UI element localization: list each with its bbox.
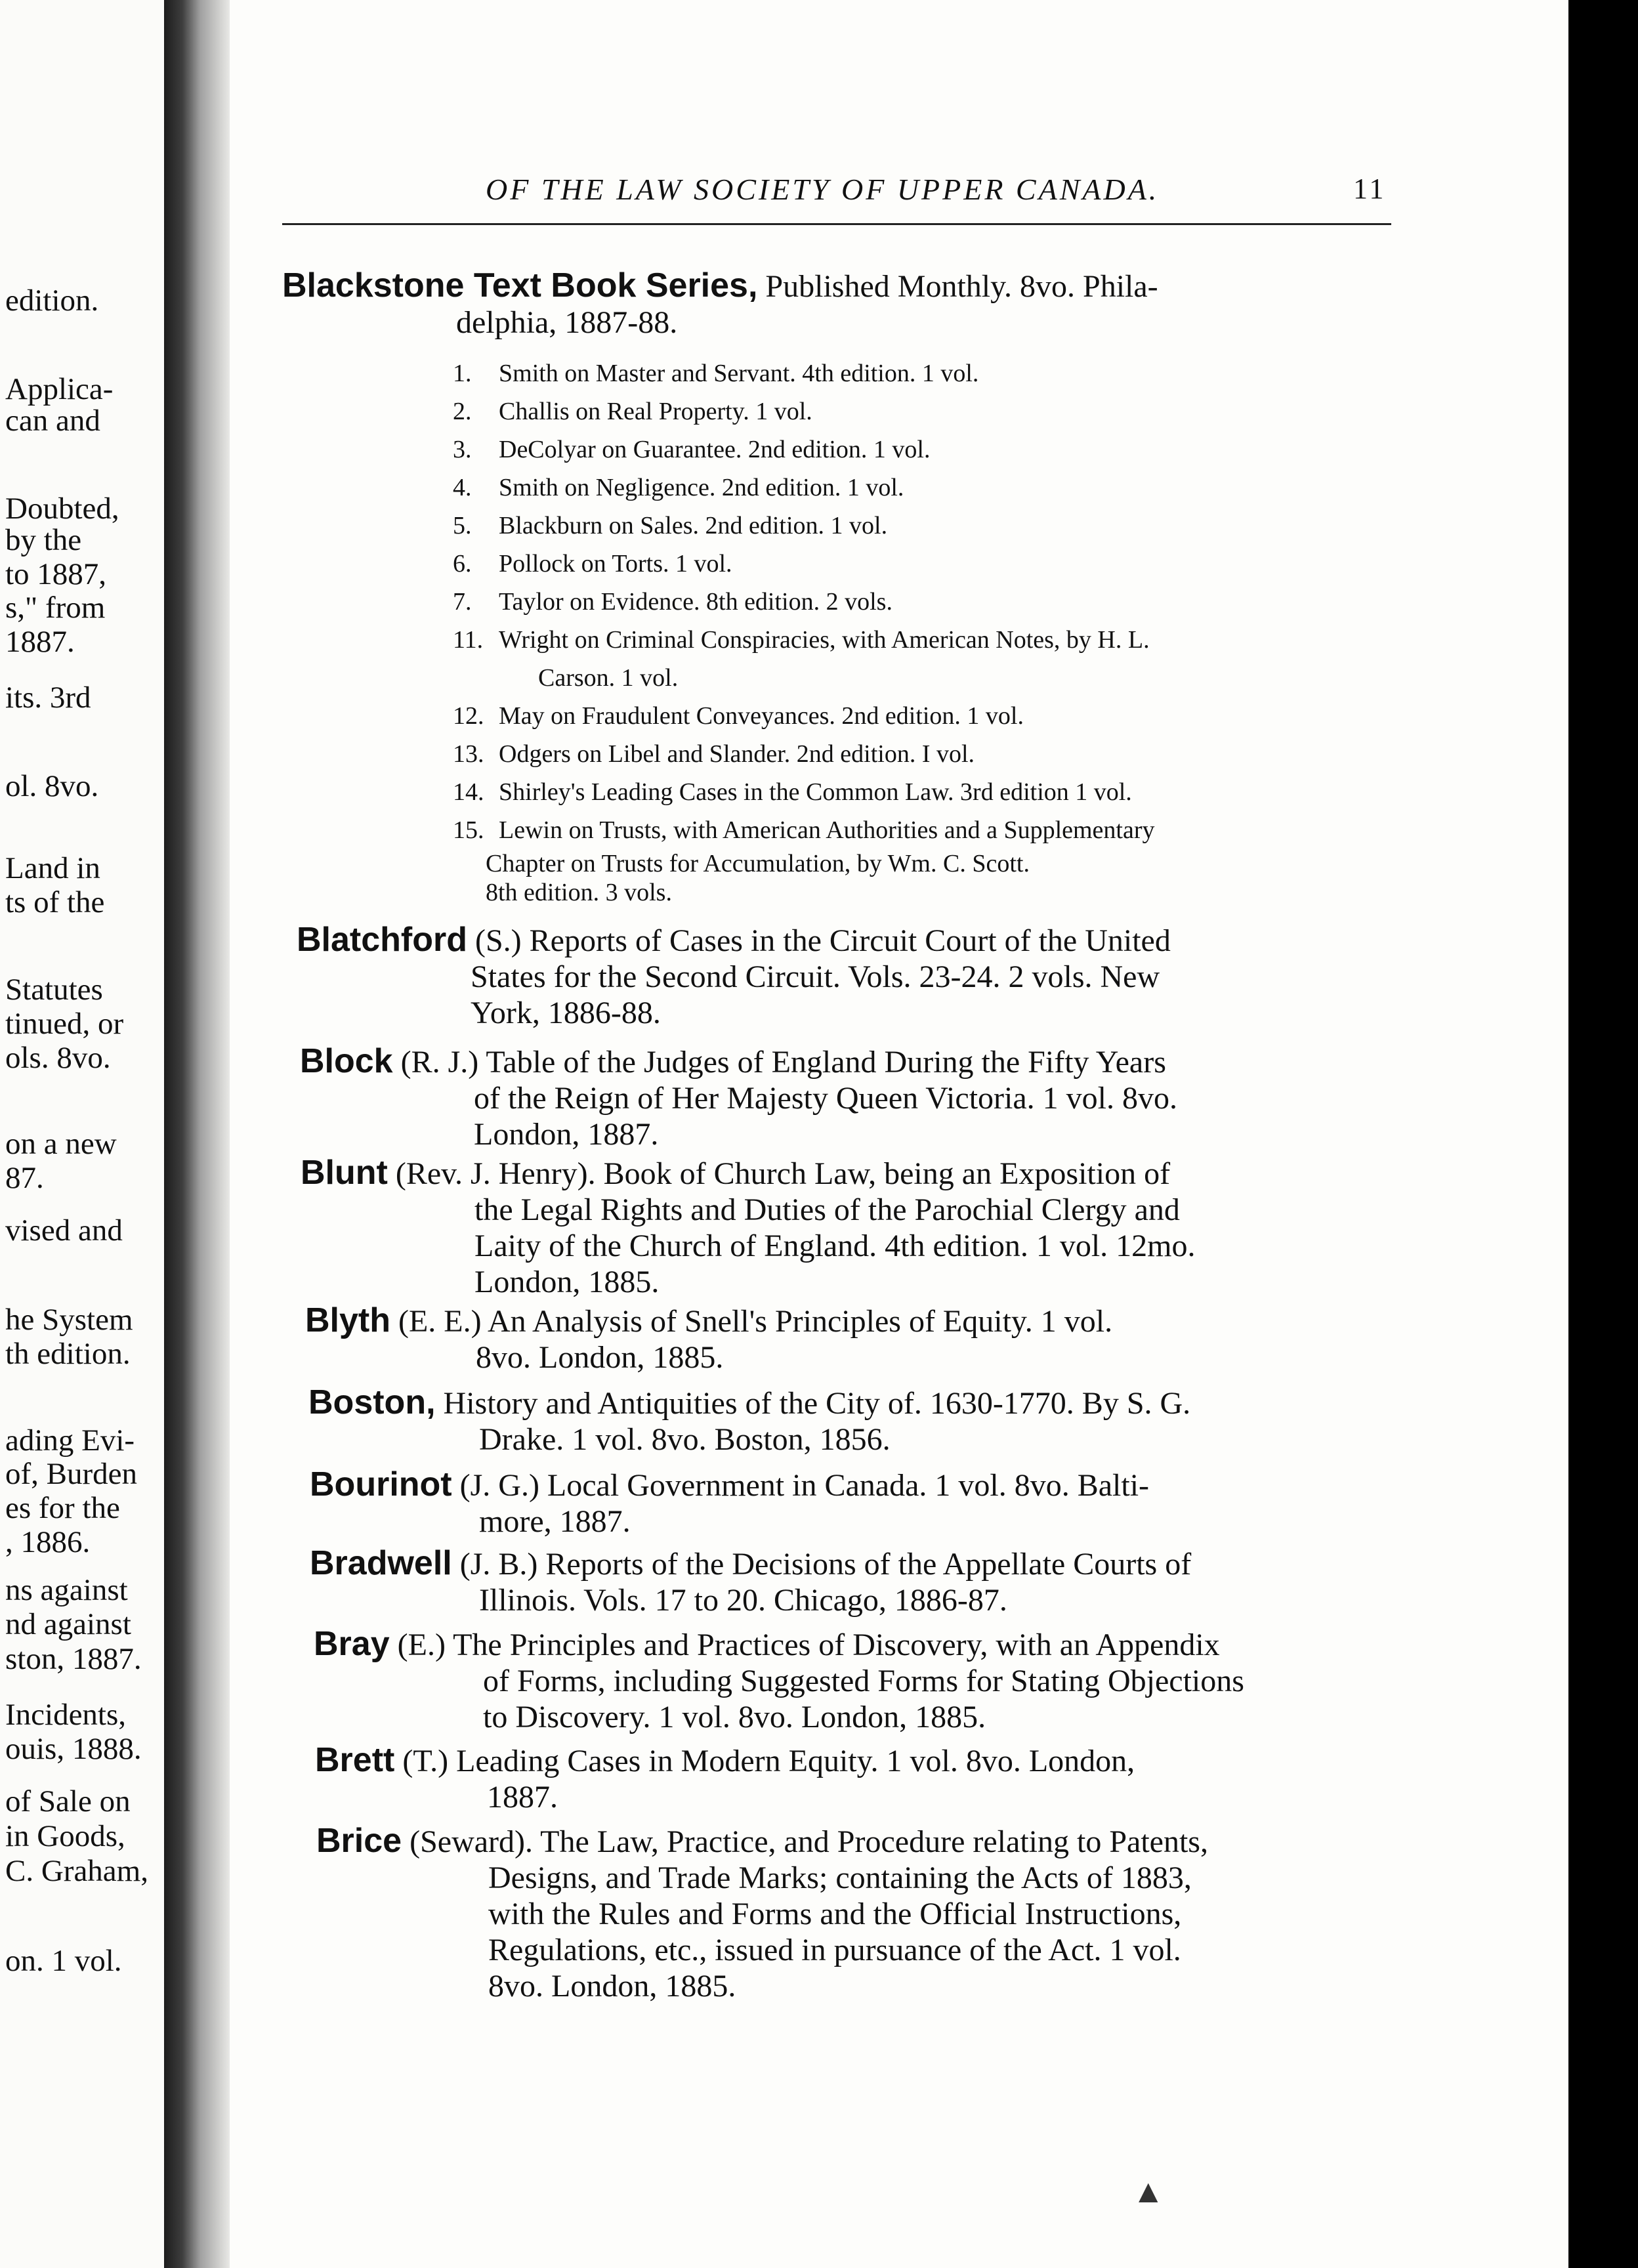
- entry-text: States for the Second Circuit. Vols. 23-24. 2 vols. New: [471, 959, 1160, 994]
- left-page-line: its. 3rd: [5, 681, 91, 715]
- entry-text: Drake. 1 vol. 8vo. Boston, 1856.: [479, 1422, 891, 1457]
- entry-text: York, 1886-88.: [471, 996, 661, 1030]
- entry-name: Bourinot: [310, 1465, 452, 1503]
- left-page-line: Land in: [5, 851, 100, 885]
- entry-brice: [316, 1823, 1432, 2004]
- entry-text: Laity of the Church of England. 4th edition. 1 vol. 12mo.: [474, 1228, 1196, 1263]
- left-page-line: nd against: [5, 1607, 131, 1641]
- left-page-line: ol. 8vo.: [5, 769, 99, 803]
- list-item-continuation: 8th edition. 3 vols.: [486, 879, 672, 906]
- entry-text: London, 1887.: [474, 1117, 659, 1152]
- entry-text: Regulations, etc., issued in pursuance of the Act. 1 vol.: [488, 1933, 1181, 1967]
- list-item: 11. Wright on Criminal Conspiracies, with American Notes, by H. L.: [453, 626, 1150, 654]
- entry-name: Bradwell: [310, 1544, 452, 1582]
- entry-brett: [315, 1742, 1431, 1815]
- entry-text: (T.) Leading Cases in Modern Equity. 1 vol. 8vo. London,: [394, 1744, 1135, 1778]
- left-page-line: 87.: [5, 1161, 44, 1195]
- left-page-line: to 1887,: [5, 557, 107, 591]
- list-item: 4. Smith on Negligence. 2nd edition. 1 vol.: [453, 474, 904, 501]
- left-page-line: vised and: [5, 1213, 123, 1248]
- entry-text: London, 1885.: [474, 1265, 660, 1299]
- entry-text: more, 1887.: [479, 1504, 631, 1539]
- entry-text: (E.) The Principles and Practices of Discovery, with an Appendix: [389, 1628, 1220, 1662]
- left-page-line: in Goods,: [5, 1819, 125, 1853]
- left-page-line: edition.: [5, 284, 99, 318]
- entry-name: Brice: [316, 1822, 402, 1860]
- left-page-line: , 1886.: [5, 1525, 91, 1559]
- running-header: OF THE LAW SOCIETY OF UPPER CANADA.: [486, 173, 1160, 206]
- entry-text: Illinois. Vols. 17 to 20. Chicago, 1886-87.: [479, 1583, 1007, 1618]
- left-page-line: es for the: [5, 1491, 120, 1525]
- entry-text: (Seward). The Law, Practice, and Procedure relating to Patents,: [402, 1824, 1208, 1859]
- entry-blunt: [301, 1155, 1416, 1300]
- entry-text: the Legal Rights and Duties of the Parochial Clergy and: [474, 1192, 1180, 1227]
- entry-text: (J. G.) Local Government in Canada. 1 vol. 8vo. Balti-: [452, 1468, 1150, 1503]
- ink-blot-mark: ▲: [1132, 2173, 1165, 2210]
- list-item: 2. Challis on Real Property. 1 vol.: [453, 398, 812, 425]
- left-page-line: Doubted,: [5, 492, 119, 526]
- left-page-line: of, Burden: [5, 1457, 138, 1491]
- book-gutter: [164, 0, 230, 2268]
- entry-text: (S.) Reports of Cases in the Circuit Court of the United: [467, 923, 1171, 958]
- entry-name: Blackstone Text Book Series,: [282, 266, 758, 304]
- list-item-continuation: Chapter on Trusts for Accumulation, by Wm. C. Scott.: [486, 850, 1030, 877]
- entry-text: (E. E.) An Analysis of Snell's Principles of Equity. 1 vol.: [390, 1304, 1113, 1339]
- left-page-line: ading Evi-: [5, 1423, 135, 1458]
- entry-text: to Discovery. 1 vol. 8vo. London, 1885.: [483, 1700, 986, 1734]
- entry-text: 8vo. London, 1885.: [488, 1969, 736, 2004]
- entry-blatchford: [297, 922, 1412, 1031]
- entry-name: Blyth: [305, 1301, 390, 1339]
- left-page-line: 1887.: [5, 625, 75, 659]
- entry-text: Published Monthly. 8vo. Phila-: [757, 269, 1158, 304]
- left-page-line: Incidents,: [5, 1698, 127, 1732]
- left-page-line: ols. 8vo.: [5, 1041, 111, 1075]
- entry-text: with the Rules and Forms and the Official Instructions,: [488, 1897, 1182, 1931]
- entry-name: Boston,: [308, 1383, 436, 1421]
- entry-text: History and Antiquities of the City of. 1630-1770. By S. G.: [435, 1386, 1191, 1421]
- left-page-line: tinued, or: [5, 1007, 124, 1041]
- left-page-line: C. Graham,: [5, 1854, 148, 1888]
- entry-name: Block: [300, 1042, 393, 1080]
- entry-bradwell: [310, 1545, 1425, 1618]
- blackstone-series-list: [453, 354, 1404, 907]
- entry-name: Bray: [314, 1625, 390, 1663]
- list-item: 12. May on Fraudulent Conveyances. 2nd edition. 1 vol.: [453, 702, 1024, 730]
- left-page-line: can and: [5, 404, 100, 438]
- left-page-line: ston, 1887.: [5, 1642, 142, 1676]
- left-page-line: Statutes: [5, 973, 103, 1007]
- entry-text: delphia, 1887-88.: [456, 305, 678, 340]
- list-item: 14. Shirley's Leading Cases in the Common Law. 3rd edition 1 vol.: [453, 778, 1132, 806]
- page-number: 11: [1353, 173, 1387, 205]
- left-page-line: ouis, 1888.: [5, 1732, 142, 1766]
- list-item-continuation: Carson. 1 vol.: [538, 664, 679, 692]
- entry-name: Brett: [315, 1741, 395, 1779]
- left-page-fragment: [0, 0, 164, 2268]
- entry-text: Designs, and Trade Marks; containing the Acts of 1883,: [488, 1860, 1192, 1895]
- header-rule: [282, 223, 1391, 225]
- left-page-line: ts of the: [5, 885, 105, 919]
- left-page-line: by the: [5, 523, 82, 557]
- entry-name: Blatchford: [297, 921, 467, 959]
- list-item: 1. Smith on Master and Servant. 4th edition. 1 vol.: [453, 360, 979, 387]
- entry-bourinot: [310, 1467, 1425, 1540]
- entry-text: of Forms, including Suggested Forms for Stating Objections: [483, 1664, 1244, 1698]
- left-page-line: on. 1 vol.: [5, 1944, 122, 1978]
- left-page-line: Applica-: [5, 372, 114, 406]
- list-item: 3. DeColyar on Guarantee. 2nd edition. 1 vol.: [453, 436, 931, 463]
- entry-name: Blunt: [301, 1154, 388, 1192]
- entry-blyth: [305, 1303, 1421, 1376]
- list-item: 7. Taylor on Evidence. 8th edition. 2 vols.: [453, 588, 892, 616]
- entry-boston: [308, 1385, 1424, 1458]
- list-item: 15. Lewin on Trusts, with American Authorities and a Supplementary: [453, 816, 1155, 844]
- entry-text: (J. B.) Reports of the Decisions of the Appellate Courts of: [452, 1547, 1192, 1582]
- entry-text: (Rev. J. Henry). Book of Church Law, being an Exposition of: [387, 1156, 1171, 1191]
- left-page-line: s," from: [5, 591, 106, 625]
- list-item: 6. Pollock on Torts. 1 vol.: [453, 550, 732, 578]
- entry-block: [300, 1043, 1416, 1152]
- entry-text: 1887.: [487, 1780, 558, 1815]
- list-item: 13. Odgers on Libel and Slander. 2nd edition. I vol.: [453, 740, 975, 768]
- left-page-line: on a new: [5, 1127, 117, 1161]
- left-page-line: ns against: [5, 1573, 128, 1607]
- entry-text: (R. J.) Table of the Judges of England During the Fifty Years: [392, 1045, 1166, 1080]
- left-page-line: of Sale on: [5, 1784, 131, 1818]
- entry-bray: [314, 1626, 1429, 1735]
- list-item: 5. Blackburn on Sales. 2nd edition. 1 vol.: [453, 512, 888, 539]
- entry-text: 8vo. London, 1885.: [476, 1340, 724, 1375]
- entry-text: of the Reign of Her Majesty Queen Victoria. 1 vol. 8vo.: [474, 1081, 1177, 1116]
- entry-blackstone: [282, 268, 1398, 341]
- left-page-line: th edition.: [5, 1337, 131, 1371]
- left-page-line: he System: [5, 1303, 133, 1337]
